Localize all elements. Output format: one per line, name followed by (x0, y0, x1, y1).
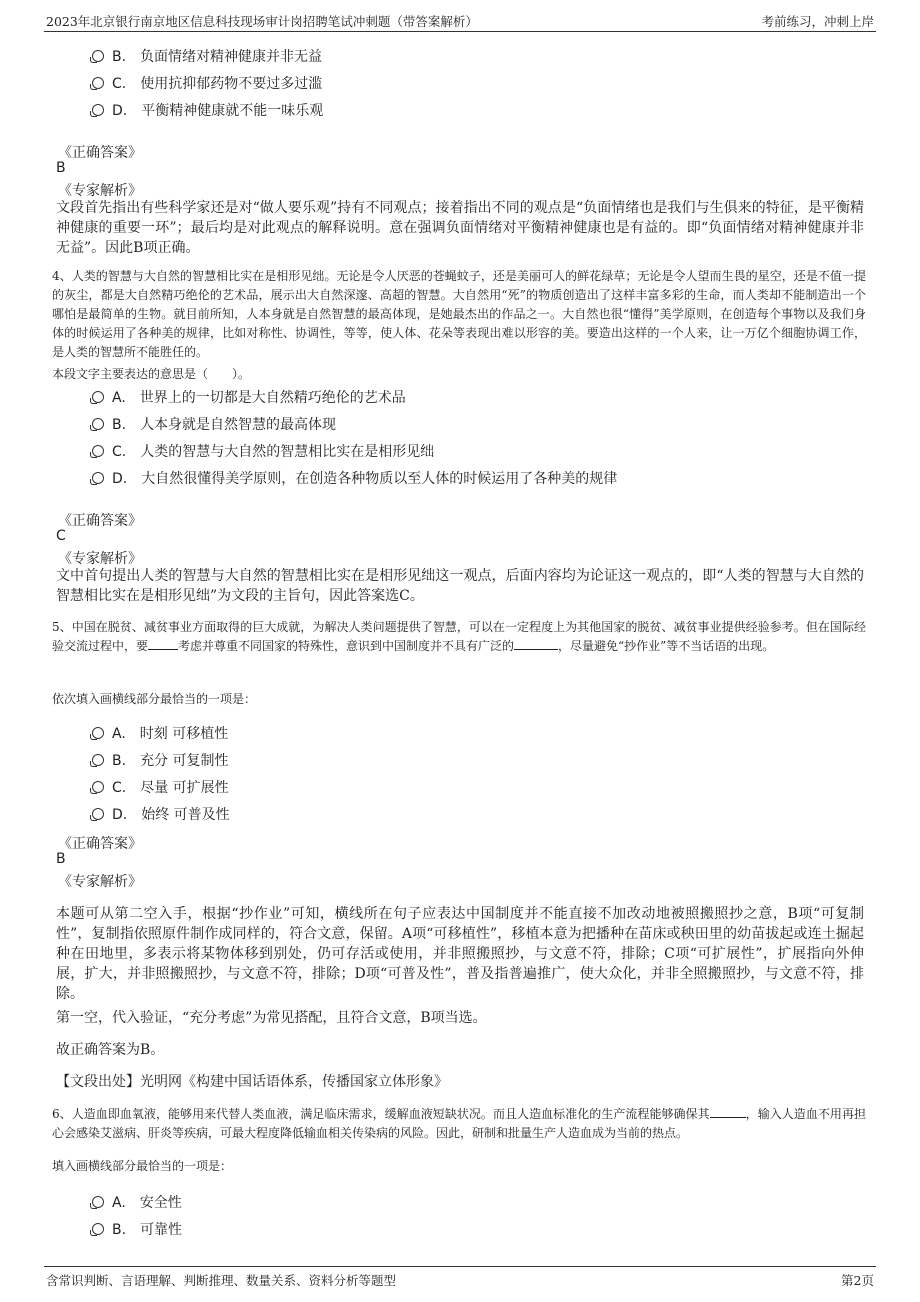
q3-analysis-label: 《专家解析》 (58, 183, 142, 199)
q6-stem-part1: 6、人造血即血氧液，能够用来代替人类血液，满足临床需求，缓解血液短缺状况。而且人造血标准化的生产流程能够确保其 (52, 1107, 710, 1121)
option-text: 尽量 可扩展性 (140, 780, 229, 796)
q5-option-a[interactable] (92, 723, 228, 743)
q5-stem-part3: ，尽量避免“抄作业”等不当话语的出现。 (558, 639, 775, 653)
option-letter: D. (112, 807, 128, 823)
radio-icon[interactable] (92, 754, 104, 766)
q4-prompt: 本段文字主要表达的意思是（ ）。 (52, 367, 251, 381)
q4-answer: C (56, 528, 66, 544)
q3-option-c[interactable] (92, 73, 322, 93)
q5-stem-part2: 考虑并尊重不同国家的特殊性，意识到中国制度并不具有广泛的 (178, 639, 515, 653)
option-letter: C. (112, 444, 127, 460)
q4-stem: 4、人类的智慧与大自然的智慧相比实在是相形见绌。无论是令人厌恶的苍蝇蚊子，还是美丽可人的鲜花绿草；无论是令人望而生畏的星空，还是不值一提的灰尘，都是大自然精巧绝伦的艺术品，展示出大自然深邃、高超的智慧。大自然用“死”的物质创造出了这样丰富多彩的生命，而人类却不能制造出一个哪怕是最简单的生物。就目前所知，人本身就是自然智慧的最高体现，是她最杰出的作品之一。大自然也很“懂得”美学原则，在创造每个事物以及我们身体的时候运用了各种美的规律，比如对称性、协调性，等等，使人体、花朵等表现出难以形容的美。要造出这样的一个人来，让一万亿个细胞协调工作，是人类的智慧所不能胜任的。 (52, 269, 866, 359)
radio-icon[interactable] (92, 445, 104, 457)
q3-analysis: 文段首先指出有些科学家还是对“做人要乐观”持有不同观点；接着指出不同的观点是“负面情绪也是我们与生俱来的特征，是平衡精神健康的重要一环”；最后均是对此观点的解释说明。意在强调负面情绪对平衡精神健康也是有益的。即“负面情绪对精神健康并非无益”。因此B项正确。 (56, 200, 864, 256)
option-letter: A. (112, 726, 126, 742)
q6-stem (52, 1105, 866, 1143)
q4-option-d[interactable] (92, 468, 617, 488)
q4-analysis: 文中首句提出人类的智慧与大自然的智慧相比实在是相形见绌这一观点，后面内容均为论证这一观点的，即“人类的智慧与大自然的智慧相比实在是相形见绌”为文段的主旨句，因此答案选C。 (56, 568, 864, 604)
radio-icon[interactable] (92, 1223, 104, 1235)
option-text: 人本身就是自然智慧的最高体现 (140, 417, 337, 433)
q4-option-b[interactable] (92, 414, 336, 434)
radio-icon[interactable] (92, 77, 104, 89)
q6-option-b[interactable] (92, 1219, 182, 1239)
q3-answer-label: 《正确答案》 (58, 145, 142, 161)
page-number: 第2页 (841, 1273, 874, 1288)
option-text: 平衡精神健康就不能一味乐观 (141, 103, 324, 119)
q5-analysis-label: 《专家解析》 (58, 874, 142, 890)
document-title: 2023年北京银行南京地区信息科技现场审计岗招聘笔试冲刺题（带答案解析） (46, 14, 478, 29)
option-letter: B. (112, 1222, 127, 1238)
q4-option-a[interactable] (92, 387, 406, 407)
option-letter: B. (112, 49, 127, 65)
q5-analysis-conclusion: 故正确答案为B。 (56, 1042, 165, 1058)
q6-stem-part2: ，输入人造血不用再担心会感染艾滋病、肝炎等疾病，可最大程度降低输血相关传染病的风险。因此，研制和批量生产人造血成为当前的热点。 (52, 1107, 866, 1140)
option-letter: C. (112, 76, 127, 92)
q4-analysis-label: 《专家解析》 (58, 551, 142, 567)
radio-icon[interactable] (92, 808, 104, 820)
q4-option-c[interactable] (92, 441, 434, 461)
radio-icon[interactable] (92, 472, 104, 484)
option-text: 世界上的一切都是大自然精巧绝伦的艺术品 (139, 390, 406, 406)
option-text: 安全性 (139, 1195, 182, 1211)
footer-rule (44, 1266, 876, 1267)
footer-note: 含常识判断、言语理解、判断推理、数量关系、资料分析等题型 (46, 1273, 397, 1288)
q5-answer-label: 《正确答案》 (58, 836, 142, 852)
option-text: 始终 可普及性 (141, 807, 230, 823)
header-slogan: 考前练习，冲刺上岸 (761, 14, 874, 29)
q5-stem-part1: 5、中国在脱贫、减贫事业方面取得的巨大成就，为解决人类问题提供了智慧，可以在一定程度上为其他国家的脱贫、减贫事业提供经验参考。但在国际经验交流过程中，要 (52, 620, 866, 653)
fill-blank[interactable] (710, 1105, 746, 1118)
option-text: 人类的智慧与大自然的智慧相比实在是相形见绌 (140, 444, 435, 460)
option-letter: D. (112, 103, 128, 119)
q5-source: 【文段出处】光明网《构建中国话语体系，传播国家立体形象》 (56, 1074, 448, 1090)
q3-answer: B (56, 160, 66, 176)
radio-icon[interactable] (92, 104, 104, 116)
option-letter: B. (112, 753, 127, 769)
option-letter: D. (112, 471, 128, 487)
option-text: 负面情绪对精神健康并非无益 (140, 49, 323, 65)
fill-blank[interactable] (514, 637, 558, 650)
option-letter: A. (112, 390, 126, 406)
q3-option-b[interactable] (92, 46, 322, 66)
q5-stem (52, 618, 866, 656)
radio-icon[interactable] (92, 391, 104, 403)
q5-answer: B (56, 851, 66, 867)
q6-prompt: 填入画横线部分最恰当的一项是： (52, 1159, 233, 1173)
option-letter: A. (112, 1195, 126, 1211)
fill-blank[interactable] (148, 637, 178, 650)
page-footer (0, 1262, 920, 1302)
radio-icon[interactable] (92, 50, 104, 62)
header-rule (44, 31, 876, 32)
option-text: 可靠性 (140, 1222, 183, 1238)
option-text: 大自然很懂得美学原则，在创造各种物质以至人体的时候运用了各种美的规律 (141, 471, 618, 487)
radio-icon[interactable] (92, 1196, 104, 1208)
q5-option-b[interactable] (92, 750, 229, 770)
q5-analysis-body: 本题可从第二空入手，根据“抄作业”可知，横线所在句子应表达中国制度并不能直接不加改动地被照搬照抄之意，B项“可复制性”，复制指依照原件制作成同样的，符合文意，保留。A项“可移植性”，移植本意为把播种在苗床或秧田里的幼苗拔起或连土掘起种在田地里，多表示将某物体移到别处，仍可存活或使用，并非照搬照抄，与文意不符，排除；C项“可扩展性”，扩展指向外伸展，扩大，并非照搬照抄，与文意不符，排除；D项“可普及性”，普及指普遍推广，使大众化，并非全照搬照抄，与文意不符，排除。 (56, 906, 864, 1002)
option-letter: B. (112, 417, 127, 433)
radio-icon[interactable] (92, 418, 104, 430)
q5-option-d[interactable] (92, 804, 230, 824)
option-text: 使用抗抑郁药物不要过多过滥 (140, 76, 323, 92)
option-letter: C. (112, 780, 127, 796)
q4-answer-label: 《正确答案》 (58, 513, 142, 529)
q3-option-d[interactable] (92, 100, 323, 120)
q5-prompt: 依次填入画横线部分最恰当的一项是： (52, 692, 257, 706)
q6-option-a[interactable] (92, 1192, 182, 1212)
option-text: 充分 可复制性 (140, 753, 229, 769)
radio-icon[interactable] (92, 781, 104, 793)
page-header (0, 0, 920, 32)
q5-option-c[interactable] (92, 777, 229, 797)
q5-analysis-blank1: 第一空，代入验证，“充分考虑”为常见搭配，且符合文意，B项当选。 (56, 1010, 487, 1026)
option-text: 时刻 可移植性 (139, 726, 229, 742)
radio-icon[interactable] (92, 727, 104, 739)
